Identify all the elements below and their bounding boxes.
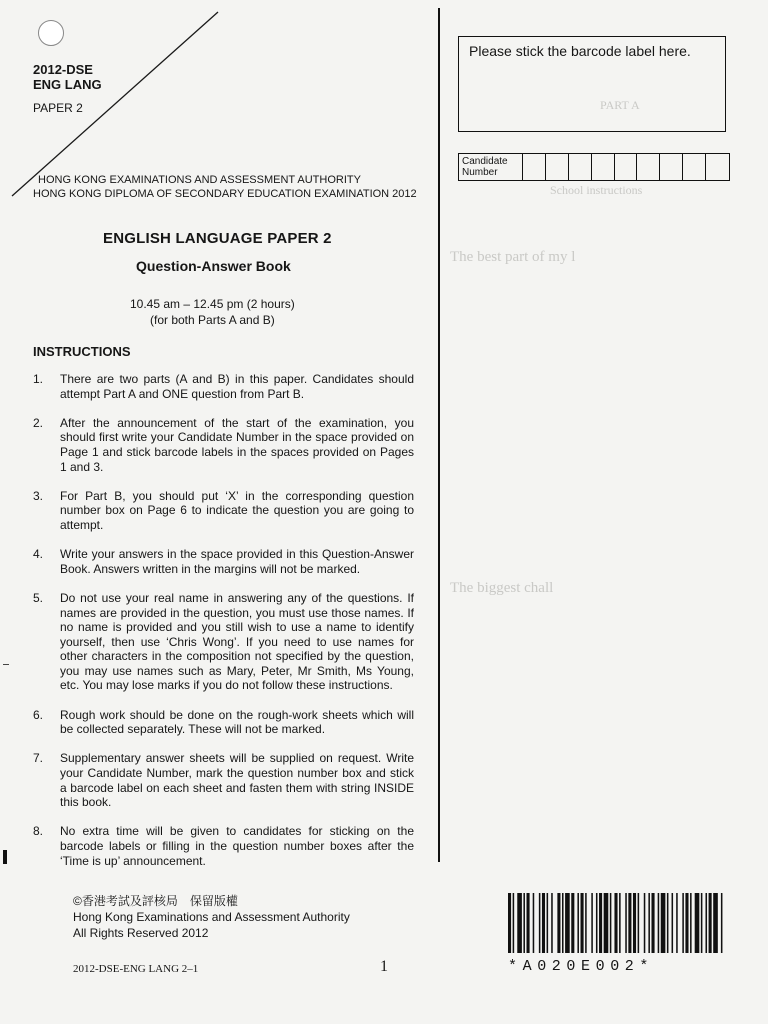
candidate-number-label: Candidate Number xyxy=(459,154,523,180)
barcode-bar xyxy=(591,893,593,953)
instruction-item xyxy=(33,372,414,401)
barcode-bar xyxy=(513,893,515,953)
show-through-text: School instructions xyxy=(550,183,643,197)
footer-code: 2012-DSE-ENG LANG 2–1 xyxy=(73,963,199,975)
instruction-number: 1. xyxy=(33,372,44,386)
candidate-number-cell[interactable] xyxy=(660,154,683,180)
instruction-item xyxy=(33,708,414,737)
barcode-bar xyxy=(517,893,522,953)
barcode-bar xyxy=(713,893,718,953)
barcode-bar xyxy=(581,893,584,953)
instruction-number: 2. xyxy=(33,415,44,430)
candidate-number-cell[interactable] xyxy=(615,154,638,180)
instruction-number: 5. xyxy=(33,590,44,605)
instruction-number: 8. xyxy=(33,824,44,839)
instruction-text: Rough work should be done on the rough-work sheets which will be collected separately. These will not be marked. xyxy=(60,707,414,737)
barcode-box-label: Please stick the barcode label here. xyxy=(469,43,691,59)
margin-mark xyxy=(3,664,9,665)
instruction-item xyxy=(33,547,414,576)
barcode-bar xyxy=(565,893,570,953)
barcode-text: *A020E002* xyxy=(508,958,655,975)
instruction-item xyxy=(33,751,414,809)
barcode-bar xyxy=(628,893,631,953)
instruction-text: For Part B, you should put ‘X’ in the corresponding question number box on Page 6 to indicate the question you are going to attempt. xyxy=(60,488,414,532)
barcode-bar xyxy=(658,893,660,953)
instructions-list xyxy=(33,372,414,883)
instruction-item xyxy=(33,416,414,474)
authority-block: HONG KONG EXAMINATIONS AND ASSESSMENT AUTHORITY HONG KONG DIPLOMA OF SECONDARY EDUCATION EXAMINATION 2012 xyxy=(33,174,417,200)
page-subtitle: Question-Answer Book xyxy=(136,258,291,274)
instruction-text: Supplementary answer sheets will be supplied on request. Write your Candidate Number, mark the question number box and stick a barcode label on each sheet and fasten them with string INSIDE this book. xyxy=(60,751,414,810)
subject-code: 2012-DSE ENG LANG xyxy=(33,62,102,92)
barcode-bar xyxy=(638,893,640,953)
barcode-bar xyxy=(633,893,636,953)
page-title: ENGLISH LANGUAGE PAPER 2 xyxy=(103,230,332,247)
instruction-number: 6. xyxy=(33,707,44,722)
paper-label: PAPER 2 xyxy=(33,101,83,115)
barcode-bar xyxy=(547,893,549,953)
instruction-text: Do not use your real name in answering any of the questions. If names are provided in the question, you must use those names. If no name is provided and you still wish to use a name to identify yourself, then use ‘Chris Wong’. If you need to use names for other characters in the composition not specified by the question, you may use names such as Mary, Peter, Mr Smith, Ms Young, etc. You may lose marks if you do not follow these instructions. xyxy=(60,590,414,693)
show-through-text: PART A xyxy=(600,98,640,112)
barcode-bar xyxy=(705,893,707,953)
barcode-bar xyxy=(619,893,621,953)
barcode-bar xyxy=(523,893,525,953)
barcode-image xyxy=(508,893,724,953)
barcode-label-box[interactable] xyxy=(458,36,726,132)
exam-time: 10.45 am – 12.45 pm (2 hours) (for both Parts A and B) xyxy=(130,297,295,327)
instruction-item xyxy=(33,489,414,533)
candidate-number-cell[interactable] xyxy=(637,154,660,180)
candidate-number-cell[interactable] xyxy=(592,154,615,180)
barcode-bar xyxy=(551,893,553,953)
barcode-bar xyxy=(562,893,564,953)
instruction-number: 7. xyxy=(33,751,44,766)
instruction-text: There are two parts (A and B) in this paper. Candidates should attempt Part A and ONE question from Part B. xyxy=(60,372,414,401)
barcode-bar xyxy=(695,893,700,953)
instruction-text: After the announcement of the start of the examination, you should first write your Candidate Number in the space provided on Page 1 and stick barcode labels in the spaces provided on Pages 1 and 3. xyxy=(60,415,414,474)
instruction-text: No extra time will be given to candidates for sticking on the barcode labels or filling in the question number boxes after the ‘Time is up’ announcement. xyxy=(60,824,414,868)
instruction-number: 3. xyxy=(33,488,44,503)
barcode-bar xyxy=(571,893,574,953)
instruction-item xyxy=(33,824,414,868)
column-divider xyxy=(438,8,440,862)
barcode-bar xyxy=(557,893,560,953)
candidate-number-cell[interactable] xyxy=(683,154,706,180)
barcode-bar xyxy=(685,893,688,953)
barcode-bar xyxy=(599,893,602,953)
barcode-bar xyxy=(604,893,609,953)
barcode-bar xyxy=(644,893,646,953)
instructions-heading: INSTRUCTIONS xyxy=(33,344,131,359)
candidate-number-cell[interactable] xyxy=(706,154,729,180)
show-through-text: The biggest chall xyxy=(450,580,554,596)
barcode-bar xyxy=(709,893,712,953)
barcode-bar xyxy=(690,893,692,953)
candidate-number-cell[interactable] xyxy=(523,154,546,180)
barcode-bar xyxy=(701,893,703,953)
barcode-bar xyxy=(661,893,666,953)
copyright-block: ©香港考試及評核局 保留版權 Hong Kong Examinations and Assessment Authority All Rights Reserved 2012 xyxy=(73,894,350,940)
instruction-number: 4. xyxy=(33,547,44,562)
instruction-text: Write your answers in the space provided in this Question-Answer Book. Answers written in the margins will not be marked. xyxy=(60,547,414,576)
barcode-bar xyxy=(527,893,530,953)
barcode-bar xyxy=(721,893,723,953)
barcode-bar xyxy=(577,893,579,953)
barcode-bar xyxy=(676,893,678,953)
candidate-number-field[interactable] xyxy=(458,153,730,181)
barcode-bar xyxy=(542,893,545,953)
barcode-bar xyxy=(610,893,612,953)
barcode-bar xyxy=(651,893,654,953)
barcode-bar xyxy=(667,893,669,953)
barcode-bar xyxy=(585,893,587,953)
candidate-number-cell[interactable] xyxy=(569,154,592,180)
barcode-bar xyxy=(625,893,627,953)
margin-mark xyxy=(3,850,7,864)
barcode-bar xyxy=(672,893,674,953)
candidate-number-cell[interactable] xyxy=(546,154,569,180)
barcode-bar xyxy=(533,893,535,953)
barcode-bar xyxy=(614,893,617,953)
barcode-bar xyxy=(508,893,511,953)
barcode-bar xyxy=(682,893,684,953)
show-through-text: The best part of my l xyxy=(450,249,576,265)
barcode-bar xyxy=(596,893,598,953)
instruction-item xyxy=(33,591,414,693)
page-number: 1 xyxy=(380,958,388,975)
barcode-bar xyxy=(648,893,650,953)
barcode-bar xyxy=(539,893,541,953)
